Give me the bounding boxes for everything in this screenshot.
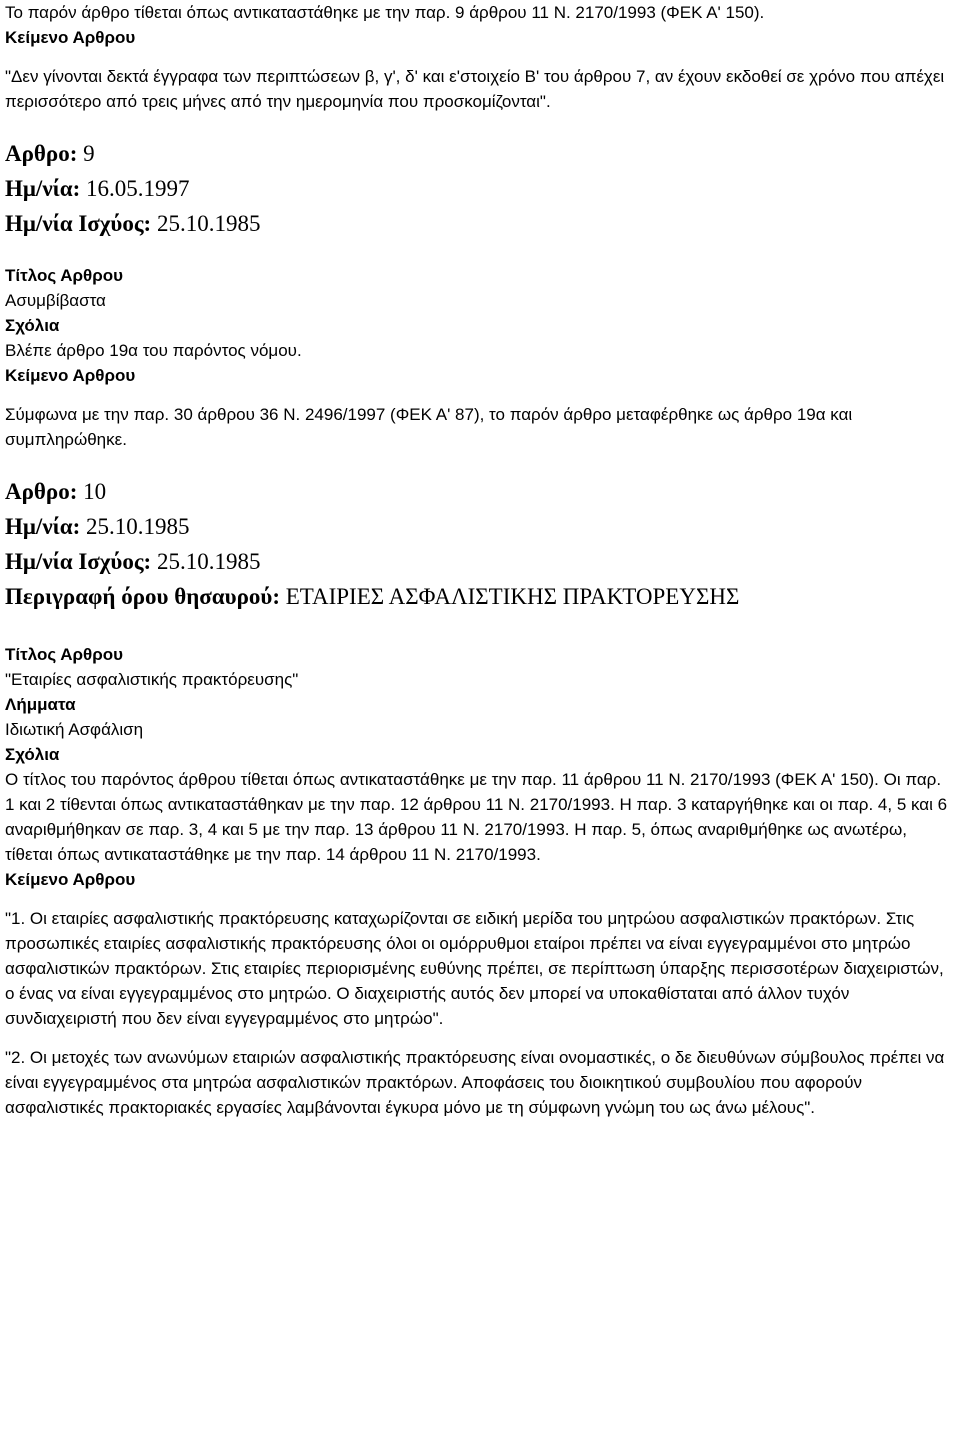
spacer <box>5 614 955 642</box>
spacer <box>5 114 955 136</box>
article-date-value: 16.05.1997 <box>85 176 190 201</box>
article-text-body: "Δεν γίνονται δεκτά έγγραφα των περιπτώσεων β, γ', δ' και ε'στοιχείο Β' του άρθρου 7, αν έχουν εκδοθεί σε χρόνο που απέχει περισσότερο από τρεις μήνες από την ημερομηνία που προσκομίζονται". <box>5 67 945 111</box>
article-date <box>5 509 955 544</box>
article-number-value: 10 <box>83 479 107 504</box>
article-text-body: Σύμφωνα με την παρ. 30 άρθρου 36 Ν. 2496/1997 (ΦΕΚ Α' 87), το παρόν άρθρο μεταφέρθηκε ως άρθρο 19α και συμπληρώθηκε. <box>5 405 853 449</box>
comments-heading: Σχόλια <box>5 316 60 335</box>
thesaurus-term <box>5 579 955 614</box>
thesaurus-label: Περιγραφή όρου θησαυρού: <box>5 584 280 609</box>
thesaurus-value: ΕΤΑΙΡΙΕΣ ΑΣΦΑΛΙΣΤΙΚΗΣ ΠΡΑΚΤΟΡΕΥΣΗΣ <box>285 584 740 609</box>
article-title-value: Ασυμβίβαστα <box>5 291 106 310</box>
spacer <box>5 892 955 906</box>
article-effective-date-label: Ημ/νία Ισχύος: <box>5 211 152 236</box>
lemmas-value: Ιδιωτική Ασφάλιση <box>5 720 144 739</box>
spacer <box>5 50 955 64</box>
document-page <box>5 0 955 1120</box>
article-number-label: Αρθρο: <box>5 479 78 504</box>
article-title-heading: Τίτλος Αρθρου <box>5 266 124 285</box>
article-effective-date-value: 25.10.1985 <box>156 549 261 574</box>
comments-body: Βλέπε άρθρο 19α του παρόντος νόμου. <box>5 341 302 360</box>
article-date <box>5 171 955 206</box>
article-number <box>5 474 955 509</box>
article-title-value: "Εταιρίες ασφαλιστικής πρακτόρευσης" <box>5 670 299 689</box>
article-date-value: 25.10.1985 <box>85 514 190 539</box>
article-text-heading: Κείμενο Αρθρου <box>5 870 136 889</box>
article-effective-date-value: 25.10.1985 <box>156 211 261 236</box>
comments-body: Ο τίτλος του παρόντος άρθρου τίθεται όπως αντικαταστάθηκε με την παρ. 11 άρθρου 11 Ν. 2170/1993 (ΦΕΚ Α' 150). Οι παρ. 1 και 2 τίθενται όπως αντικαταστάθηκαν με την παρ. 12 άρθρου 11 Ν. 2170/1993. Η παρ. 3 καταργήθηκε και οι παρ. 4, 5 και 6 αναριθμήθηκαν σε παρ. 3, 4 και 5 με την παρ. 13 άρθρου 11 Ν. 2170/1993. Η παρ. 5, όπως αναριθμήθηκε ως ανωτέρω, τίθεται όπως αντικαταστάθηκε με την παρ. 14 άρθρου 11 Ν. 2170/1993. <box>5 770 948 864</box>
article-number-value: 9 <box>83 141 95 166</box>
article-effective-date <box>5 544 955 579</box>
spacer <box>5 388 955 402</box>
comments-heading: Σχόλια <box>5 745 60 764</box>
article-effective-date-label: Ημ/νία Ισχύος: <box>5 549 152 574</box>
lemmas-heading: Λήμματα <box>5 695 76 714</box>
article-text-heading: Κείμενο Αρθρου <box>5 366 136 385</box>
article-number-label: Αρθρο: <box>5 141 78 166</box>
article-date-label: Ημ/νία: <box>5 176 81 201</box>
article-effective-date <box>5 206 955 241</box>
article-paragraph-1: "1. Οι εταιρίες ασφαλιστικής πρακτόρευσης καταχωρίζονται σε ειδική μερίδα του μητρώου ασφαλιστικών πρακτόρων. Στις προσωπικές εταιρίες ασφαλιστικής πρακτόρευσης όλοι οι ομόρρυθμοι εταίροι πρέπει να είναι εγγεγραμμένοι στο μητρώο ασφαλιστικών πρακτόρων. Στις εταιρίες περιορισμένης ευθύνης πρέπει, σε περίπτωση ύπαρξης περισσοτέρων διαχειριστών, ο ένας να είναι εγγεγραμμένος στο μητρώο. Ο διαχειριστής αυτός δεν μπορεί να υποκαθίσταται από άλλον τυχόν συνδιαχειριστή που δεν είναι εγγεγραμμένος στο μητρώο". <box>5 909 944 1028</box>
article-title-heading: Τίτλος Αρθρου <box>5 645 124 664</box>
spacer <box>5 1031 955 1045</box>
article-text-heading: Κείμενο Αρθρου <box>5 28 136 47</box>
spacer <box>5 452 955 474</box>
article-paragraph-2: "2. Οι μετοχές των ανωνύμων εταιριών ασφαλιστικής πρακτόρευσης είναι ονομαστικές, ο δε διευθύνων σύμβουλος πρέπει να είναι εγγεγραμμένος στα μητρώα ασφαλιστικών πρακτόρων. Αποφάσεις του διοικητικού συμβουλίου που αφορούν ασφαλιστικές πρακτοριακές εργασίες λαμβάνονται έγκυρα μόνο με τη σύμφωνη γνώμη του ως άνω μέλους". <box>5 1048 945 1117</box>
article-number <box>5 136 955 171</box>
article-date-label: Ημ/νία: <box>5 514 81 539</box>
intro-note: Το παρόν άρθρο τίθεται όπως αντικαταστάθηκε με την παρ. 9 άρθρου 11 Ν. 2170/1993 (ΦΕΚ Α' 150). <box>5 3 765 22</box>
spacer <box>5 241 955 263</box>
